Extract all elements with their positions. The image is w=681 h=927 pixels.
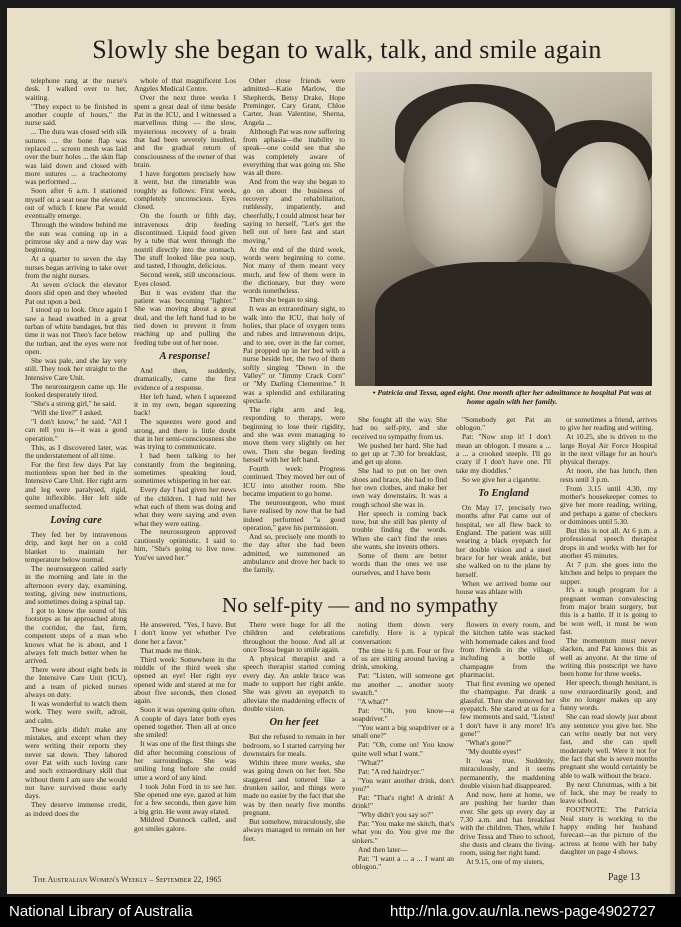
paragraph: FOOTNOTE: The Patricia Neal story is working to the happy ending her husband forecast—as the picture of the actress at home with her baby daughter on page 4 shows. (560, 805, 657, 857)
paragraph: It was wonderful to watch them work. They were swift, adroit, and calm. (25, 699, 127, 725)
paragraph: There were about eight beds in the Intensive Care Unit (ICU), and a team of picked nurses always on duty. (25, 665, 127, 700)
column-5 (456, 416, 551, 594)
paragraph: On the fourth or fifth day, intravenous drip feeding discontinued. Liquid food given by a tube that went through the nostril directly into the stomach. The stuff looked like pea soup, and tasted, I thought, delicious. (134, 211, 236, 271)
footer-page-number: Page 13 (608, 872, 640, 883)
paragraph: At a quarter to seven the day nurses began arriving to take over from the night nurses. (25, 254, 127, 280)
column-2-body-after (134, 367, 236, 562)
paragraph: Pat: "That's right! A drink! A drink!" (352, 792, 454, 811)
paragraph: And then later— (358, 844, 408, 854)
page-edge (670, 8, 675, 894)
paragraph: Her left hand, when I squeezed it in my own, began squeezing back! (134, 391, 236, 418)
paragraph: That made me think. (140, 645, 202, 655)
paragraph: When we arrived home our house was ablaze with (456, 578, 551, 594)
paragraph: They deserve immense credit, as indeed does the (25, 800, 127, 818)
paragraph: Pat: "You make me skitch, that's what you do. You give me the sinkers." (352, 819, 454, 845)
paragraph: At 7 p.m. she goes into the kitchen and helps to prepare the supper. (560, 559, 657, 586)
paragraph: The right arm and leg, responding to therapy, were beginning to lose their rigidity, and she was even managing to move them very slightly on her own. Then she began feeding herself with her left hand. (243, 404, 345, 465)
paragraph: "You want a big soapdriver or a small one?" (352, 723, 454, 741)
paragraph: We pushed her hard. She had to get up at 7.30 for breakfast, and get up alone. (352, 440, 447, 467)
heading-on-her-feet: On her feet (269, 717, 319, 729)
paragraph: Over the next three weeks I spent a great deal of time beside Pat in the ICU, and I witnessed a marvellous thing — the slow, mysterious recovery of a brain that had been severely insulted, and the gradual return of consciousness of the owner of that brain. (134, 93, 236, 170)
paragraph: "What?" (358, 757, 384, 767)
credit-bar (0, 897, 681, 927)
paragraph: telephone rang at the nurse's desk. I walked over to her, waiting. (25, 77, 127, 102)
column-3 (243, 77, 345, 597)
paragraph: The neurosurgeon called early in the morning and late in the afternoon every day, examining, testing, giving new instructions, and sometimes doing a spinal tap. (25, 563, 127, 607)
paragraph: The squeezes were good and strong, and there is little doubt that in her semi-consciousness she was trying to communicate. (134, 417, 236, 452)
paragraph: I stood up to look. Once again I saw a head swathed in a great turban of white bandages, but this time it was not Theo's face below the turban, and the eyes were not open. (25, 305, 127, 357)
paragraph: Then she began to sing. (249, 295, 319, 305)
paragraph: flowers in every room, and the kitchen table was stacked with homemade cakes and food from friends in the village, including a bottle of champagne from the pharmacist. (460, 621, 555, 680)
paragraph: But she refused to remain in her bedroom, so I started carrying her downstairs for meals. (243, 732, 345, 759)
footer-publication: The Australian Women's Weekly – September 22, 1965 (33, 875, 222, 884)
column-8-body-after (243, 733, 345, 843)
paragraph: Pat: "I want a ... a ... I want an oblogon." (352, 853, 454, 871)
paragraph: It was one of the first things she did after becoming conscious of her surroundings. She was smiling long before she could utter a word of any kind. (134, 739, 236, 782)
photo-patricia-and-tessa (355, 72, 652, 386)
paragraph: The momentum must never slacken, and Pat knows this as well as anyone. At the time of writing this postscript we have been home for three weeks. (560, 636, 657, 679)
paragraph: But it was evident that the patient was becoming "lighter." She was moving about a great deal, and the left hand had to be tied down to prevent it from reaching up and pulling the feeding tube out of her nose. (134, 287, 236, 347)
column-7 (134, 621, 236, 873)
paragraph: Although Pat was now suffering from aphasia—the inability to speak—one could see that she was completely aware of everything that was going on. She was all there. (243, 126, 345, 178)
paragraph: I had been talking to her constantly from the beginning, sometimes speaking loud, sometimes whispering in her ear. (134, 451, 236, 486)
paragraph: "Somebody get Pat an oblogon." (456, 416, 551, 433)
paragraph: At the end of the third week, words were beginning to come. Not many of them meant very much, and few of them were in the dictionary, but they were words nonetheless. (243, 244, 345, 296)
paragraph: "She's a strong girl," he said. (31, 399, 117, 408)
paragraph: Soon after 6 a.m. I stationed myself on a seat near the elevator, out of which I knew Pat would eventually emerge. (25, 186, 127, 221)
paragraph: And now, here at home, we are pushing her harder than ever. She gets up every day at 7.30 a.m. and has breakfast with the children. Then, while I drive Tessa and Theo to school, she dusts and cleans the living-room, using her right hand. (460, 789, 555, 858)
column-2 (134, 77, 236, 597)
paragraph: It's a tough program for a pregnant woman convalescing from major brain surgery, but this is a battle. If it is going to be won well, it must be won fast. (560, 585, 657, 637)
paragraph: Soon it was opening quite often. A couple of days later both eyes opened together. Then all at once she smiled! (134, 705, 236, 740)
subhead: No self-pity — and no sympathy (222, 593, 498, 617)
paragraph: There were huge for all the children and celebrations throughout the house. And all at once Tessa began to smile again. (243, 621, 345, 655)
paragraph: She can read slowly just about any sentence you give her. She can write neatly but not very fast, and she can spell moderately well. Were it not for the fact that she is seven months pregnant she would certainly be able to walk without the brace. (560, 712, 657, 780)
paragraph: And from the way she began to go on about the business of recovery and rehabilitation, ruthlessly, impatiently, and cheerfully, I could almost hear her saying to herself, "Let's get the hell out of here fast and start moving." (243, 177, 345, 245)
heading-to-england: To England (478, 487, 529, 499)
column-8-body (243, 621, 345, 713)
paragraph: "You want another drink, don't you?" (352, 775, 454, 793)
paragraph: It was an extraordinary sight, to walk into the ICU, that holy of holies, that place of oxygen tents and tubes and intravenous drips, and to see, over in the far corner, Pat propped up in her bed with a nurse beside her, the two of them softly singing "Down in the Valley" or "Jimmy Crack Corn" or "My Darling Clementine." It was a splendid and exhilarating spectacle. (243, 304, 345, 406)
paragraph: But this is not all. At 6 p.m. a professional speech therapist drops in and works with her for another 45 minutes. (560, 525, 657, 560)
paragraph: She had to put on her own shoes and brace, she had to find her own clothes, and make her own way downstairs. It was a rough school she was in. (352, 466, 447, 509)
paragraph: noting them down very carefully. Here is a typical conversation: (352, 621, 454, 646)
column-6 (560, 416, 657, 872)
paragraph: I got to know the sound of his footsteps as he approached along the corridor, the fast, firm, competent steps of a man who knows what he is about, and I always felt much better when he arrived. (25, 606, 127, 666)
paragraph: A physical therapist and a speech therapist started coming every day. An ankle brace was made to support her right ankle. She was given an eyepatch to alleviate the maddening effects of double vision. (243, 653, 345, 714)
paragraph: Pat: "Oh, come on! You know quite well what I want." (352, 740, 454, 758)
column-10 (460, 621, 555, 873)
paragraph: By next Christmas, with a bit of luck, she may be ready to leave school. (560, 779, 657, 806)
paragraph: Some of them are better words than the ones we use ourselves, and I have been (352, 550, 447, 577)
paragraph: And then, suddenly, dramatically, came the first evidence of a response. (134, 365, 236, 392)
paragraph: "Will she live?" I asked. (31, 407, 103, 417)
column-9-body (352, 621, 454, 871)
paragraph: "What's gone?" (466, 738, 512, 747)
paragraph: Within three more weeks, she was going down on her feet. She staggered and tottered like a drunken sailor, and things were made no easier by the fact that she was by then nearly five months pregnant. (243, 758, 345, 818)
column-5-body (456, 416, 551, 484)
paragraph: On May 17, precisely two months after Pat came out of hospital, we all flew back to England. The patient was still wearing a black eyepatch for her double vision and a steel brace for her weak ankle, but she walked on to the plane by herself. (456, 502, 551, 579)
paragraph: "My double eyes!" (466, 746, 522, 756)
paragraph: Other close friends were admitted—Katie Marlow, the Shepherds, Betsy Drake, Hope Preminger, Cary Grant, Chloe Carter, Jean Valentine, Sherna, Angela ... (243, 77, 345, 127)
paragraph: That first evening we opened the champagne. Pat drank a glassful. Then she removed her eyepatch. She stared at us for a few moments and said, "Listen! I don't have it any more! It's gone!" (460, 679, 555, 739)
paragraph: So we give her a cigarette. (462, 474, 541, 484)
paragraph: For the first few days Pat lay motionless upon her bed in the Intensive Care Unit. Her right arm and leg were paralysed, rigid, quite inflexible. Her left side seemed unaffected. (25, 459, 127, 511)
paragraph: Mildred Dunnock called, and got smiles galore. (134, 815, 236, 833)
paragraph: "Why didn't you say so?" (358, 810, 434, 820)
paragraph: It was true. Suddenly, miraculously, and it seems permanently, the maddening double vision had disappeared. (460, 755, 555, 790)
paragraph: or sometimes a friend, arrives to give her reading and writing. (560, 416, 657, 433)
paragraph: Third week: Somewhere in the middle of the third week she opened an eye! Her right eye opened wide and stared at me for about five seconds, then closed again. (134, 654, 236, 706)
paragraph: These girls didn't make any mistakes, and except when they were writing their reports they never sat down. They labored over Pat with such loving care and such extraordinary skill that without them I am sure she would not have survived those early days. (25, 724, 127, 801)
paragraph: "They expect to be finished in another couple of hours," the nurse said. (25, 101, 127, 128)
column-1 (25, 77, 127, 872)
column-1-body (25, 77, 127, 511)
paragraph: whole of that magnificent Los Angeles Medical Centre. (134, 77, 236, 94)
column-7-body (134, 621, 236, 833)
column-3-body (243, 77, 345, 575)
column-4-body (352, 416, 447, 577)
heading-loving-care: Loving care (50, 514, 102, 526)
source-url: http://nla.gov.au/nla.news-page4902727 (390, 903, 656, 920)
column-9 (352, 621, 454, 873)
library-credit: National Library of Australia (9, 903, 193, 920)
newspaper-page (7, 8, 675, 894)
column-10-body (460, 621, 555, 867)
paragraph: Fourth week: Progress continued. They moved her out of ICU into another room. She became impatient to go home. (243, 463, 345, 498)
column-2-body (134, 77, 236, 347)
paragraph: But somehow, miraculously, she always managed to remain on her feet. (243, 817, 345, 843)
paragraph: At 10.25, she is driven to the large Royal Air Force Hospital in the next village for an hour's physical therapy. (560, 432, 657, 467)
paragraph: The neurosurgeon, who must have realised by now that he had indeed performed "a good operation," gave his permission. (243, 497, 345, 532)
paragraph: Every day I had given her news of the children. I had told her what each of them was doing and what they were saying and even what they were eating. (134, 485, 236, 528)
paragraph: She was pale, and she lay very still. They took her straight to the Intensive Care Unit. (25, 356, 127, 382)
paragraph: The time is 6 p.m. Four or five of us are sitting around having a drink, smoking. (352, 645, 454, 672)
paragraph: And so, precisely one month to the day after she had been admitted, we summoned an ambulance and drove her back to the family. (243, 531, 345, 575)
paragraph: Pat: "Listen, will someone get me another ... another sooty swatch." (352, 671, 454, 697)
paragraph: Pat: "A red hairdryer." (358, 766, 424, 776)
paragraph: Her speech, though hesitant, is now extraordinarily good, and she no longer makes up any funny words. (560, 678, 657, 713)
paragraph: Through the window behind me the sun was coming up in a primrose sky and a new day was beginning. (25, 220, 127, 255)
paragraph: Pat: "Now stop it! I don't mean an oblogon. I means a ... a ... a crooked steeple. I'll go crazy if I don't have one. I'll take my dioddles." (456, 432, 551, 475)
headline: Slowly she began to walk, talk, and smile again (92, 35, 602, 64)
photo-caption: • Patricia and Tessa, aged eight. One month after her admittance to hospital Pat was at home again with her family. (372, 388, 652, 406)
column-8 (243, 621, 345, 873)
column-6-body (560, 416, 657, 856)
paragraph: She fought all the way. She had no self-pity, and she received no sympathy from us. (352, 416, 447, 441)
column-4 (352, 416, 447, 594)
paragraph: From 3.15 until 4.30, my mother's housekeeper comes to give her more reading, writing, and perhaps a game of checkers or dominoes until 5.30. (560, 483, 657, 526)
heading-a-response: A response! (159, 350, 211, 362)
paragraph: Her speech is coming back now, but she still has plenty of trouble finding the words. When she can't find the ones she wants, she invents others. (352, 508, 447, 551)
paragraph: Pat: "Oh, you know—a soapdriver." (352, 705, 454, 724)
paragraph: "I don't know," he said. "All I can tell you is—it was a good operation." (25, 416, 127, 443)
paragraph: The neurosurgeon approved cautiously optimistic. I said to him, "She's going to live now. You've saved her." (134, 527, 236, 562)
paragraph: At seven o'clock the elevator doors slid open and they wheeled Pat out upon a bed. (25, 279, 127, 306)
column-1-body-after (25, 531, 127, 818)
paragraph: They fed her by intravenous drip, and kept her on a cold blanket to maintain her temperature below normal. (25, 529, 127, 564)
paragraph: I have forgotten precisely how it went, but the timetable was roughly as follows: First week, completely unconscious. Eyes closed. (134, 168, 236, 212)
paragraph: "A what?" (358, 696, 389, 706)
paragraph: At noon, she has lunch, then rests until 3 p.m. (560, 466, 657, 484)
paragraph: The neurosurgeon came up. He looked desperately tired. (25, 381, 127, 400)
paragraph: I took John Ford in to see her. She opened one eye, gazed at him for a few seconds, then gave him a big grin. He went away elated. (134, 781, 236, 816)
paragraph: At 9.15, one of my sisters, (466, 857, 545, 867)
column-5-body-after (456, 504, 551, 594)
paragraph: This, as I discovered later, was the understatement of all time. (25, 442, 127, 460)
paragraph: ... The dura was closed with silk sutures ... the bone flap was replaced ... screen mesh was laid over the burr holes ... the skin flap was laid down and closed with more sutures ... a tracheotomy was performed ... (25, 127, 127, 187)
paragraph: Second week, still unconscious. Eyes closed. (134, 270, 236, 288)
paragraph: He answered, "Yes, I have. But I don't know yet whether I've done her a favor." (134, 621, 236, 646)
